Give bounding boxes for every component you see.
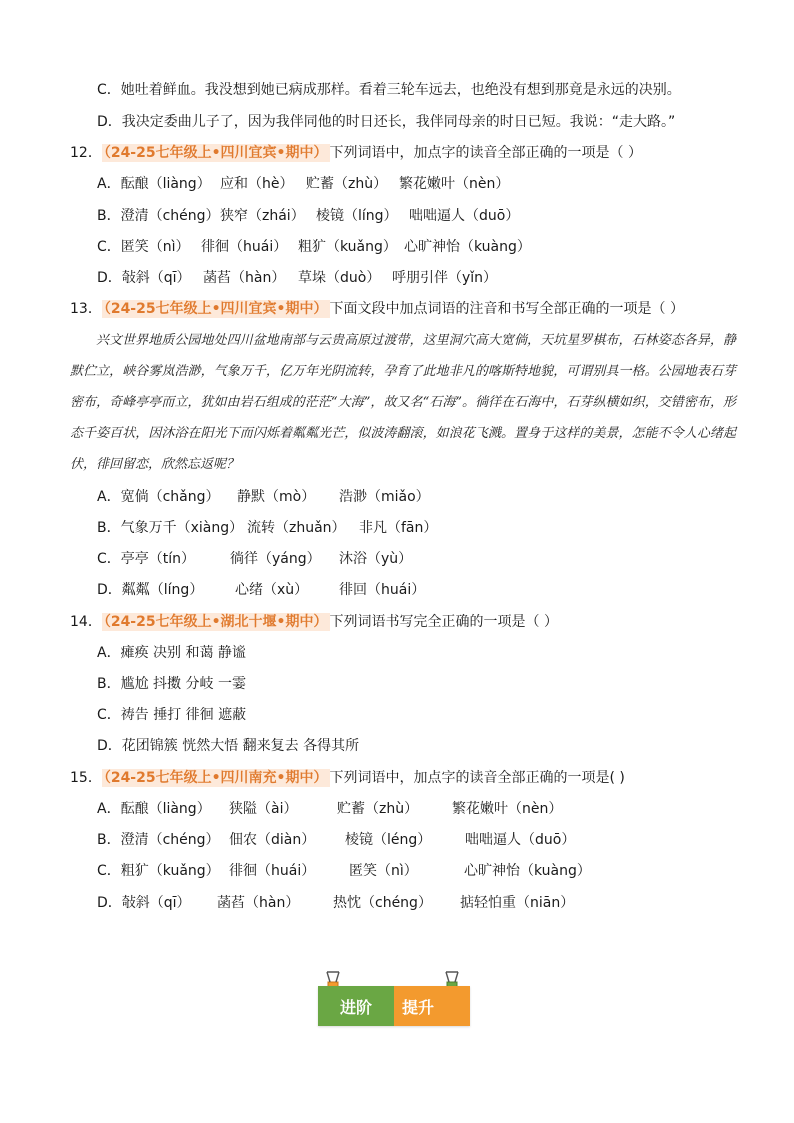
passage-line: 具一格。公园地表石芽密布，奇峰亭亭而立，犹如由岩石组成的茫茫“大海”，故又名“石海”。徜徉在石海中， xyxy=(70,364,736,410)
question-number: 13． xyxy=(70,301,102,317)
q12-option-d xyxy=(97,268,497,288)
option-item: 徘徊（huái） xyxy=(229,863,316,879)
option-item: 贮蓄（zhù） xyxy=(306,176,388,192)
option-item: 棱镜（léng） xyxy=(345,832,432,848)
option-item: 咄咄逼人（duō） xyxy=(409,208,520,224)
banner-label-left: 进阶 xyxy=(318,986,394,1026)
option-item: 贮蓄（zhù） xyxy=(337,801,419,817)
option-item: 徘徊（huái） xyxy=(201,239,288,255)
question-number: 14． xyxy=(70,614,102,630)
q15-option-c xyxy=(97,861,591,881)
option-item: 菡萏（hàn） xyxy=(217,895,300,911)
option-item: B．气象万千（xiàng） xyxy=(97,520,244,536)
q12-heading xyxy=(70,143,642,163)
option-item: 沐浴（yù） xyxy=(339,551,413,567)
question-number: 15． xyxy=(70,770,102,786)
option-item: 狭隘（ài） xyxy=(229,801,298,817)
option-item: 匿笑（nì） xyxy=(349,863,418,879)
source-tag: （24-25七年级上•四川宜宾•期中） xyxy=(103,301,328,317)
q15-heading xyxy=(70,768,625,788)
q15-option-a xyxy=(97,799,562,819)
option-item: D．敧斜（qī） xyxy=(97,270,191,286)
option-item: A．宽倘（chǎng） xyxy=(97,489,220,505)
passage-line: 石芽纵横如织，交错密布，形态千姿百状，因沐浴在阳光下而闪烁着粼粼光芒，似波涛翻滚，如浪花飞溅。 xyxy=(70,395,736,441)
q13-option-d xyxy=(97,580,425,600)
source-tag: （24-25七年级上•四川南充•期中） xyxy=(103,770,328,786)
option-item: 菡萏（hàn） xyxy=(203,270,286,286)
option-item: 繁花嫩叶（nèn） xyxy=(399,176,510,192)
option-item: 徘回（huái） xyxy=(339,582,426,598)
option-item: 咄咄逼人（duō） xyxy=(465,832,576,848)
option-item: C．粗犷（kuǎng） xyxy=(97,863,220,879)
option-item: D．粼粼（líng） xyxy=(97,582,204,598)
option-item: B．澄清（chéng） xyxy=(97,832,220,848)
q14-option-d: D．花团锦簇 恍然大悟 翻来复去 各得其所 xyxy=(97,738,360,754)
q13-heading xyxy=(70,299,684,319)
option-item: 心绪（xù） xyxy=(235,582,309,598)
q13-option-b xyxy=(97,518,437,538)
option-item: B．澄清（chéng） xyxy=(97,208,220,224)
q14-option-c: C．祷告 捶打 徘徊 遮蔽 xyxy=(97,707,247,723)
option-item: 粗犷（kuǎng） xyxy=(298,239,397,255)
banner-label-right: 提升 xyxy=(394,986,470,1026)
q13-option-a xyxy=(97,487,430,507)
option-item: 佃农（diàn） xyxy=(229,832,316,848)
passage-text xyxy=(70,325,736,480)
source-tag: （24-25七年级上•四川宜宾•期中） xyxy=(103,145,328,161)
option-item: 非凡（fān） xyxy=(359,520,438,536)
option-item: 草垛（duò） xyxy=(298,270,381,286)
option-item: C．亭亭（tín） xyxy=(97,551,196,567)
option-item: C．匿笑（nì） xyxy=(97,239,190,255)
q11-option-c: C．她吐着鲜血。我没想到她已病成那样。看着三轮车远去，也绝没有想到那竟是永远的决别。 xyxy=(97,82,681,98)
q15-option-d xyxy=(97,893,574,913)
option-item: 呼朋引伴（yǐn） xyxy=(392,270,498,286)
section-banner xyxy=(318,986,470,1026)
q11-option-d: D．我决定委曲儿子了，因为我伴同他的时日还长，我伴同母亲的时日已短。我说：“走大路。” xyxy=(97,114,676,130)
passage-line: 兴文世界地质公园地处四川盆地南部与云贵高原过渡带，这里洞穴高大宽倘，天坑星罗棋布，石林姿 xyxy=(96,333,671,348)
option-item: A．酝酿（liàng） xyxy=(97,801,211,817)
option-item: 棱镜（líng） xyxy=(316,208,398,224)
option-item: 掂轻怕重（niān） xyxy=(460,895,575,911)
question-number: 12． xyxy=(70,145,102,161)
option-item: D．敧斜（qī） xyxy=(97,895,191,911)
option-item: 应和（hè） xyxy=(220,176,294,192)
option-item: 心旷神怡（kuàng） xyxy=(404,239,531,255)
option-item: 浩渺（miǎo） xyxy=(339,489,430,505)
q13-passage xyxy=(70,325,736,480)
option-item: 徜徉（yáng） xyxy=(230,551,321,567)
q13-option-c xyxy=(97,549,412,569)
question-stem: 下列词语中，加点字的读音全部正确的一项是( ) xyxy=(329,770,625,786)
option-item: 狭窄（zhái） xyxy=(220,208,305,224)
q12-option-b xyxy=(97,206,519,226)
q15-option-b xyxy=(97,830,575,850)
q14-heading xyxy=(70,612,558,632)
option-item: 热忱（chéng） xyxy=(333,895,432,911)
question-stem: 下列词语中，加点字的读音全部正确的一项是（ ） xyxy=(329,145,642,161)
option-item: 心旷神怡（kuàng） xyxy=(464,863,591,879)
q12-option-a xyxy=(97,174,509,194)
passage-line: 态各异，静默伫立，峡谷雾岚浩渺，气象万千，亿万年光阴流转，孕育了此地非凡的喀斯特地貌，可谓别 xyxy=(70,333,736,379)
question-stem: 下面文段中加点词语的注音和书写全部正确的一项是（ ） xyxy=(329,301,684,317)
source-tag: （24-25七年级上•湖北十堰•期中） xyxy=(103,614,328,630)
q14-option-b: B．尴尬 抖擞 分岐 一霎 xyxy=(97,676,246,692)
option-item: 流转（zhuǎn） xyxy=(247,520,346,536)
q12-option-c xyxy=(97,237,531,257)
option-item: A．酝酿（liàng） xyxy=(97,176,211,192)
option-item: 静默（mò） xyxy=(237,489,316,505)
question-stem: 下列词语书写完全正确的一项是（ ） xyxy=(329,614,558,630)
option-item: 繁花嫩叶（nèn） xyxy=(452,801,563,817)
q14-option-a: A．瘫痪 决别 和蔼 静谧 xyxy=(97,645,246,661)
passage-line: 置身于这样的美景，怎能不令人心绪起伏，徘回留恋，欣然忘返呢？ xyxy=(70,426,736,472)
